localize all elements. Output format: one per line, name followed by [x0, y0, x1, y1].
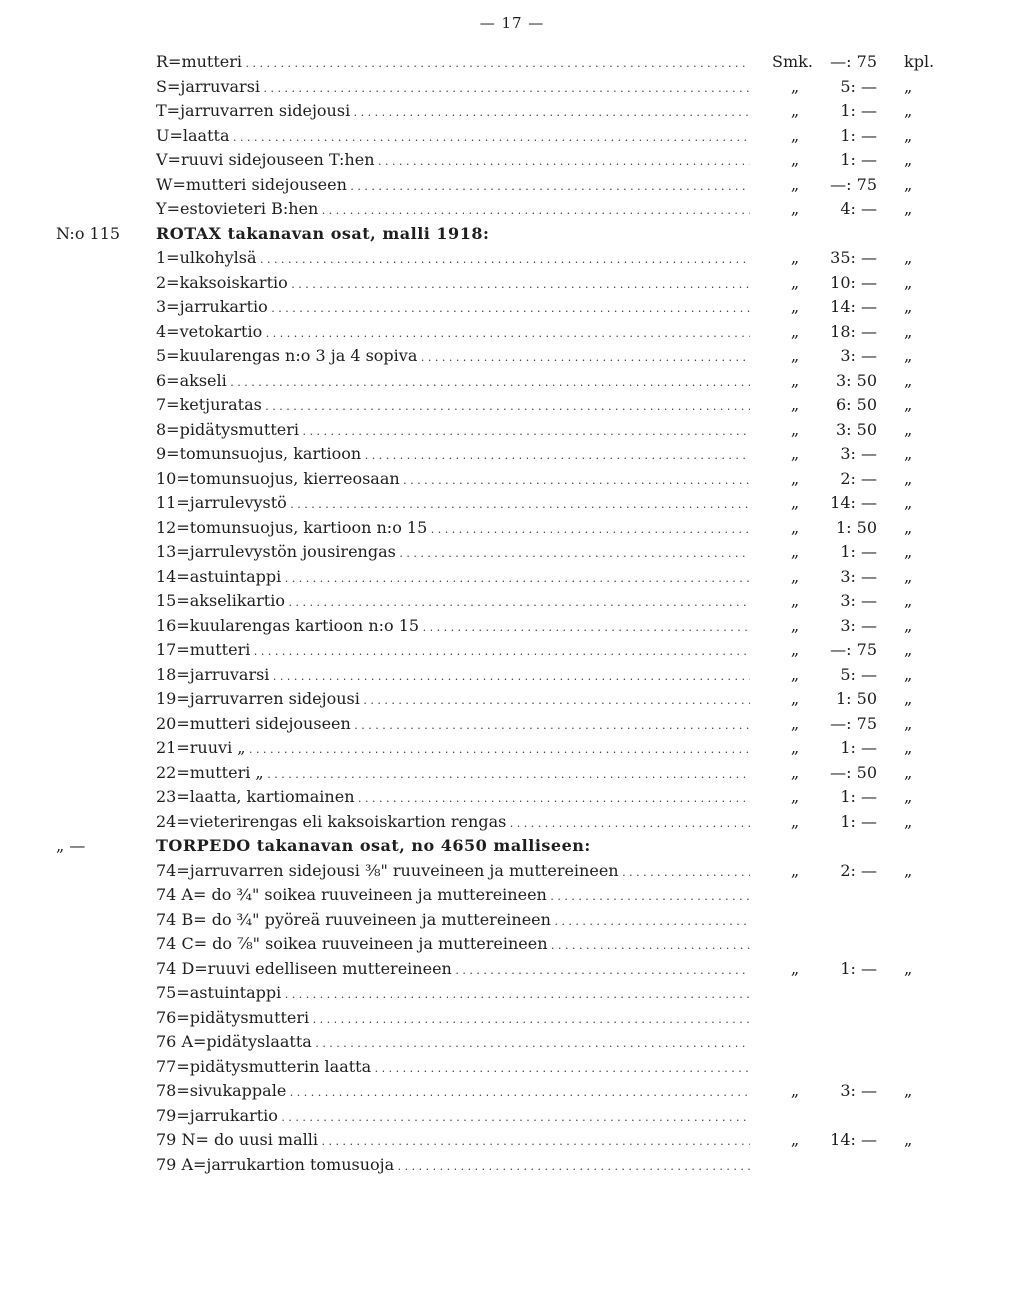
part-name: 77=pidätysmutterin laatta . . .	[156, 1055, 750, 1082]
price-list-row	[0, 810, 1024, 835]
part-price: 14: —	[830, 1130, 877, 1149]
unit-mark: „	[904, 787, 913, 806]
price-list-row	[0, 173, 1024, 198]
unit-mark: kpl.	[904, 52, 935, 71]
part-name: 9=tomunsuojus, kartioon . . .	[156, 442, 750, 469]
price-list-row	[0, 908, 1024, 933]
part-name: 79=jarrukartio . . .	[156, 1104, 750, 1131]
price-list-row	[0, 957, 1024, 982]
part-price: 3: —	[840, 615, 877, 635]
unit-mark: „	[904, 542, 913, 561]
price-list-row	[0, 1006, 1024, 1031]
part-price: —: 75	[830, 640, 877, 659]
unit-mark: „	[904, 150, 913, 169]
unit-mark: „	[904, 615, 913, 635]
currency-mark: Smk.	[772, 52, 813, 71]
part-price: 1: 50	[835, 689, 877, 708]
part-name: 11=jarrulevystö . . .	[156, 491, 750, 518]
currency-mark: „	[790, 713, 800, 733]
part-name: 12=tomunsuojus, kartioon n:o 15 . . .	[156, 516, 750, 543]
part-price: 2: —	[840, 860, 877, 880]
currency-mark: „	[790, 1081, 800, 1100]
unit-mark: „	[904, 76, 913, 96]
price-list-row	[0, 1030, 1024, 1055]
section-title: ROTAX takanavan osat, malli 1918:	[156, 223, 490, 243]
currency-mark: „	[790, 493, 800, 512]
currency-mark: „	[790, 125, 800, 145]
currency-mark: „	[790, 395, 800, 414]
price-list-row	[0, 369, 1024, 394]
part-price: 35: —	[830, 248, 877, 267]
part-price: 3: 50	[835, 419, 877, 439]
currency-mark: „	[790, 566, 800, 586]
currency-mark: „	[790, 860, 800, 880]
price-list-row	[0, 540, 1024, 565]
price-list-row	[0, 1079, 1024, 1104]
part-name: T=jarruvarren sidejousi . . .	[156, 99, 750, 126]
section-title: TORPEDO takanavan osat, no 4650 malliseen:	[156, 836, 591, 855]
price-list-row	[0, 614, 1024, 639]
unit-mark: „	[904, 958, 913, 978]
part-name: U=laatta . . .	[156, 124, 750, 151]
price-list-row	[0, 344, 1024, 369]
unit-mark: „	[904, 370, 913, 390]
currency-mark: „	[790, 787, 800, 806]
part-name: 15=akselikartio . . .	[156, 589, 750, 616]
part-price: 1: —	[840, 125, 877, 145]
part-name: 74 A= do ¾" soikea ruuveineen ja muttereineen . . .	[156, 883, 750, 910]
currency-mark: „	[790, 321, 800, 341]
part-name: 6=akseli . . .	[156, 369, 750, 396]
section-heading-row	[0, 222, 1024, 247]
unit-mark: „	[904, 419, 913, 439]
unit-mark: „	[904, 174, 913, 194]
unit-mark: „	[904, 713, 913, 733]
part-name: 2=kaksoiskartio . . .	[156, 271, 750, 298]
part-price: 14: —	[830, 493, 877, 512]
part-price: —: 75	[830, 174, 877, 194]
price-list-row	[0, 932, 1024, 957]
unit-mark: „	[904, 811, 913, 831]
currency-mark: „	[790, 370, 800, 390]
model-prefix: N:o 115	[56, 223, 121, 243]
price-list-row	[0, 75, 1024, 100]
currency-mark: „	[790, 101, 800, 120]
unit-mark: „	[904, 566, 913, 586]
price-list-row	[0, 565, 1024, 590]
part-name: 79 N= do uusi malli . . .	[156, 1128, 750, 1155]
price-list-row	[0, 124, 1024, 149]
part-name: 75=astuintappi . . .	[156, 981, 750, 1008]
currency-mark: „	[790, 419, 800, 439]
part-price: 5: —	[840, 76, 877, 96]
part-name: 19=jarruvarren sidejousi . . .	[156, 687, 750, 714]
part-price: —: 75	[830, 52, 877, 71]
unit-mark: „	[904, 1081, 913, 1100]
part-name: 20=mutteri sidejouseen . . .	[156, 712, 750, 739]
part-name: Y=estovieteri B:hen . . .	[156, 197, 750, 224]
unit-mark: „	[904, 199, 913, 218]
price-list-row	[0, 981, 1024, 1006]
currency-mark: „	[790, 762, 800, 782]
section-heading-row	[0, 834, 1024, 859]
part-name: 21=ruuvi „ . . .	[156, 736, 750, 763]
part-name: 74=jarruvarren sidejousi ⅜" ruuveineen ja muttereineen . . .	[156, 859, 750, 886]
currency-mark: „	[790, 1130, 800, 1149]
unit-mark: „	[904, 444, 913, 463]
unit-mark: „	[904, 272, 913, 292]
currency-mark: „	[790, 738, 800, 757]
currency-mark: „	[790, 664, 800, 684]
part-name: 79 A=jarrukartion tomusuoja . . .	[156, 1153, 750, 1180]
unit-mark: „	[904, 517, 913, 537]
part-price: 1: —	[840, 738, 877, 757]
currency-mark: „	[790, 958, 800, 978]
unit-mark: „	[904, 101, 913, 120]
part-price: 3: —	[840, 591, 877, 610]
unit-mark: „	[904, 395, 913, 414]
part-name: 23=laatta, kartiomainen . . .	[156, 785, 750, 812]
unit-mark: „	[904, 248, 913, 267]
part-price: 3: —	[840, 566, 877, 586]
currency-mark: „	[790, 811, 800, 831]
price-list-row	[0, 295, 1024, 320]
part-name: V=ruuvi sidejouseen T:hen . . .	[156, 148, 750, 175]
unit-mark: „	[904, 591, 913, 610]
price-list	[0, 50, 1024, 1177]
part-name: 16=kuularengas kartioon n:o 15 . . .	[156, 614, 750, 641]
price-list-row	[0, 785, 1024, 810]
price-list-row	[0, 50, 1024, 75]
part-price: 1: —	[840, 787, 877, 806]
part-name: 76 A=pidätyslaatta . . .	[156, 1030, 750, 1057]
part-name: W=mutteri sidejouseen . . .	[156, 173, 750, 200]
price-list-row	[0, 736, 1024, 761]
part-price: 18: —	[830, 321, 877, 341]
currency-mark: „	[790, 297, 800, 316]
part-price: 3: —	[840, 444, 877, 463]
part-name: S=jarruvarsi . . .	[156, 75, 750, 102]
page-number: — 17 —	[479, 14, 545, 32]
part-name: 74 C= do ⅞" soikea ruuveineen ja muttereineen . . .	[156, 932, 750, 959]
part-name: 5=kuularengas n:o 3 ja 4 sopiva . . .	[156, 344, 750, 371]
price-list-row	[0, 320, 1024, 345]
currency-mark: „	[790, 174, 800, 194]
price-list-row	[0, 1153, 1024, 1178]
unit-mark: „	[904, 468, 913, 488]
price-list-row	[0, 883, 1024, 908]
currency-mark: „	[790, 517, 800, 537]
currency-mark: „	[790, 150, 800, 169]
price-list-row	[0, 859, 1024, 884]
part-name: 74 B= do ¾" pyöreä ruuveineen ja muttereineen . . .	[156, 908, 750, 935]
part-price: 3: —	[840, 1081, 877, 1100]
part-name: 14=astuintappi . . .	[156, 565, 750, 592]
part-price: 3: —	[840, 346, 877, 365]
unit-mark: „	[904, 860, 913, 880]
price-list-row	[0, 1055, 1024, 1080]
price-list-row	[0, 663, 1024, 688]
price-list-row	[0, 393, 1024, 418]
part-name: 74 D=ruuvi edelliseen muttereineen . . .	[156, 957, 750, 984]
unit-mark: „	[904, 125, 913, 145]
currency-mark: „	[790, 346, 800, 365]
currency-mark: „	[790, 615, 800, 635]
part-name: 3=jarrukartio . . .	[156, 295, 750, 322]
price-list-row	[0, 246, 1024, 271]
part-price: 10: —	[830, 272, 877, 292]
price-list-row	[0, 516, 1024, 541]
part-price: 6: 50	[835, 395, 877, 414]
unit-mark: „	[904, 664, 913, 684]
part-price: 1: —	[840, 958, 877, 978]
part-name: 10=tomunsuojus, kierreosaan . . .	[156, 467, 750, 494]
currency-mark: „	[790, 272, 800, 292]
currency-mark: „	[790, 591, 800, 610]
unit-mark: „	[904, 738, 913, 757]
price-list-row	[0, 687, 1024, 712]
currency-mark: „	[790, 468, 800, 488]
price-list-row	[0, 197, 1024, 222]
unit-mark: „	[904, 1130, 913, 1149]
part-name: 18=jarruvarsi . . .	[156, 663, 750, 690]
part-price: 4: —	[840, 199, 877, 218]
price-list-row	[0, 761, 1024, 786]
price-list-row	[0, 638, 1024, 663]
part-name: 4=vetokartio . . .	[156, 320, 750, 347]
part-name: 8=pidätysmutteri . . .	[156, 418, 750, 445]
part-price: 1: 50	[835, 517, 877, 537]
unit-mark: „	[904, 493, 913, 512]
unit-mark: „	[904, 346, 913, 365]
price-list-row	[0, 271, 1024, 296]
part-price: —: 50	[830, 762, 877, 782]
price-list-row	[0, 1128, 1024, 1153]
unit-mark: „	[904, 297, 913, 316]
part-price: —: 75	[830, 713, 877, 733]
part-price: 1: —	[840, 101, 877, 120]
model-prefix: „ —	[56, 836, 86, 855]
currency-mark: „	[790, 248, 800, 267]
part-price: 3: 50	[835, 370, 877, 390]
part-price: 5: —	[840, 664, 877, 684]
price-list-row	[0, 148, 1024, 173]
part-name: R=mutteri . . .	[156, 50, 750, 77]
price-list-row	[0, 1104, 1024, 1129]
price-list-row	[0, 418, 1024, 443]
part-name: 7=ketjuratas . . .	[156, 393, 750, 420]
part-price: 14: —	[830, 297, 877, 316]
part-name: 24=vieterirengas eli kaksoiskartion rengas . . .	[156, 810, 750, 837]
price-list-row	[0, 467, 1024, 492]
part-name: 1=ulkohylsä . . .	[156, 246, 750, 273]
part-price: 1: —	[840, 150, 877, 169]
currency-mark: „	[790, 444, 800, 463]
part-name: 78=sivukappale . . .	[156, 1079, 750, 1106]
unit-mark: „	[904, 762, 913, 782]
part-name: 17=mutteri . . .	[156, 638, 750, 665]
part-price: 1: —	[840, 811, 877, 831]
part-name: 22=mutteri „ . . .	[156, 761, 750, 788]
currency-mark: „	[790, 542, 800, 561]
currency-mark: „	[790, 640, 800, 659]
price-list-row	[0, 442, 1024, 467]
currency-mark: „	[790, 76, 800, 96]
price-list-row	[0, 491, 1024, 516]
unit-mark: „	[904, 689, 913, 708]
part-price: 1: —	[840, 542, 877, 561]
price-list-row	[0, 589, 1024, 614]
currency-mark: „	[790, 199, 800, 218]
unit-mark: „	[904, 321, 913, 341]
part-price: 2: —	[840, 468, 877, 488]
unit-mark: „	[904, 640, 913, 659]
part-name: 13=jarrulevystön jousirengas . . .	[156, 540, 750, 567]
price-list-row	[0, 712, 1024, 737]
price-list-row	[0, 99, 1024, 124]
currency-mark: „	[790, 689, 800, 708]
part-name: 76=pidätysmutteri . . .	[156, 1006, 750, 1033]
